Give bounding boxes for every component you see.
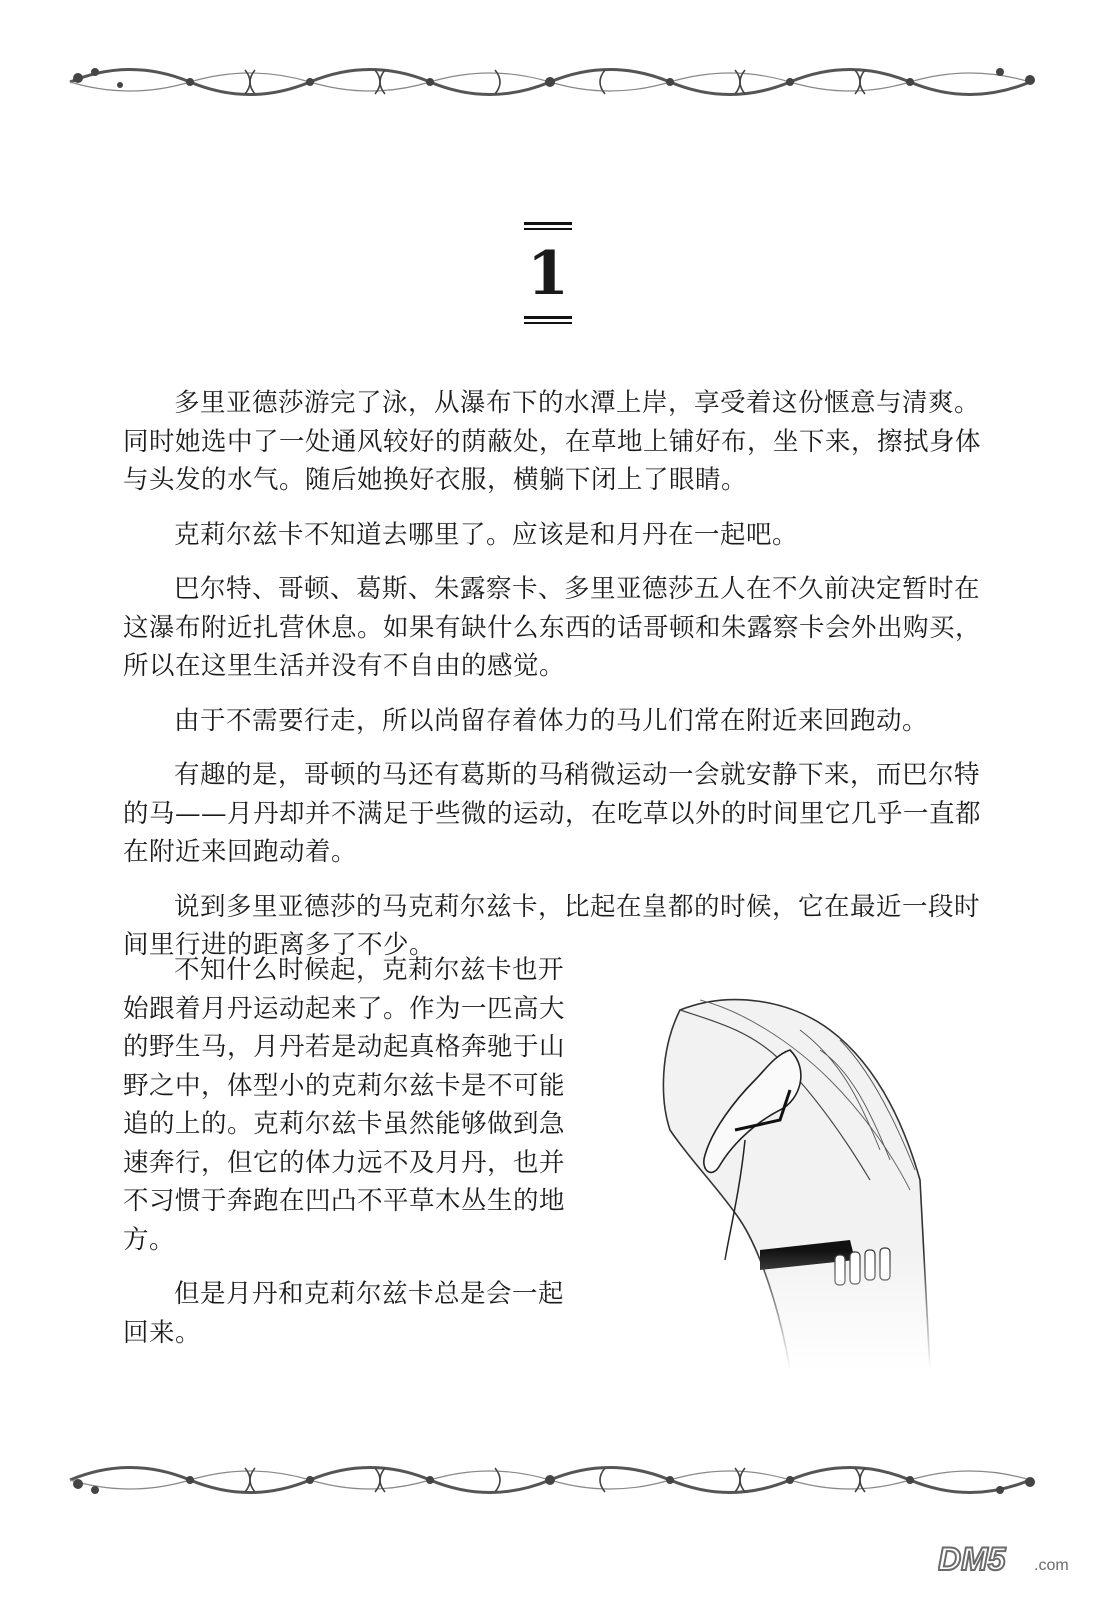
paragraph: 说到多里亚德莎的马克莉尔兹卡，比起在皇都的时候，它在最近一段时间里行进的距离多了不少。 (123, 891, 981, 960)
paragraph: 克莉尔兹卡不知道去哪里了。应该是和月丹在一起吧。 (174, 519, 799, 550)
side-text-column (123, 951, 568, 1368)
chapter-rule-bottom (524, 316, 572, 324)
paragraph: 不知什么时候起，克莉尔兹卡也开始跟着月丹运动起来了。作为一匹高大的野生马，月丹若是动起真格奔驰于山野之中，体型小的克莉尔兹卡是不可能追的上的。克莉尔兹卡虽然能够做到急速奔行，但它的体力远不及月丹，也并不习惯于奔跑在凹凸不平草木丛生的地方。 (123, 955, 566, 1255)
paragraph: 巴尔特、哥顿、葛斯、朱露察卡、多里亚德莎五人在不久前决定暂时在这瀑布附近扎营休息。如果有缺什么东西的话哥顿和朱露察卡会外出购买，所以在这里生活并没有不自由的感觉。 (123, 574, 982, 681)
ornamental-border-bottom (0, 1450, 1120, 1510)
paragraph: 有趣的是，哥顿的马还有葛斯的马稍微运动一会就安静下来，而巴尔特的马——月丹却并不满足于些微的运动，在吃草以外的时间里它几乎一直都在附近来回跑动着。 (123, 760, 982, 867)
watermark-text: DM5 (938, 1541, 1006, 1577)
watermark-suffix: .com (1034, 1557, 1069, 1574)
main-text (123, 384, 983, 981)
paragraph: 多里亚德莎游完了泳，从瀑布下的水潭上岸，享受着这份惬意与清爽。同时她选中了一处通风较好的荫蔽处，在草地上铺好布，坐下来，擦拭身体与头发的水气。随后她换好衣服，横躺下闭上了眼睛。 (123, 388, 982, 495)
dm5-watermark-logo (938, 1538, 1088, 1578)
chapter-number: 1 (527, 239, 569, 309)
horse-illustration (640, 990, 940, 1370)
paragraph: 由于不需要行走，所以尚留存着体力的马儿们常在附近来回跑动。 (174, 705, 929, 736)
paragraph: 但是月丹和克莉尔兹卡总是会一起回来。 (123, 1279, 565, 1348)
ornamental-border-top (0, 52, 1120, 112)
chapter-rule-top (524, 222, 572, 230)
chapter-heading (500, 222, 596, 328)
